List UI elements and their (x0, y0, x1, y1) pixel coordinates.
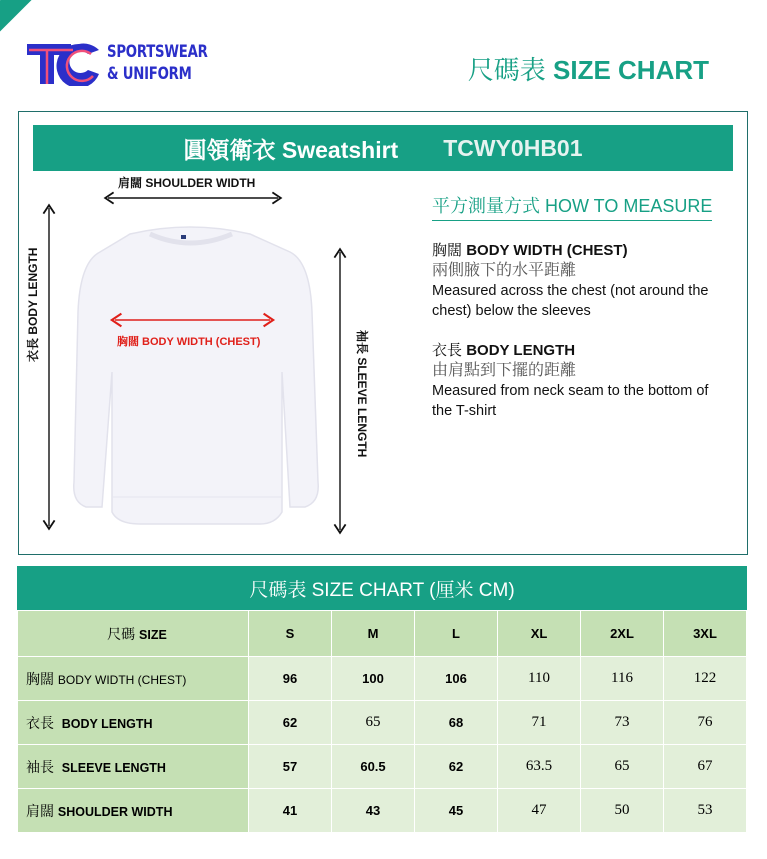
size-table (17, 566, 747, 833)
table-cell: 116 (581, 657, 664, 701)
body-length-label: 衣長 BODY LENGTH (26, 247, 40, 362)
how-to-measure (432, 192, 732, 421)
brand-line-2: & UNIFORM (107, 64, 192, 84)
table-cell: 67 (664, 745, 747, 789)
table-cell: 62 (415, 745, 498, 789)
product-code: TCWY0HB01 (443, 134, 583, 161)
measure-item-chest (432, 241, 732, 321)
table-cell: 45 (415, 789, 498, 833)
table-cell: 62 (249, 701, 332, 745)
chest-label: 胸闊 BODY WIDTH (CHEST) (117, 336, 261, 348)
size-xl: XL (498, 611, 581, 657)
sleeve-length-label: 袖長 SLEEVE LENGTH (355, 330, 369, 458)
table-cell: 50 (581, 789, 664, 833)
size-s: S (249, 611, 332, 657)
table-cell: 57 (249, 745, 332, 789)
title-zh: 尺碼表 (467, 55, 546, 85)
title-en: SIZE CHART (553, 55, 709, 85)
table-cell: 63.5 (498, 745, 581, 789)
table-cell: 43 (332, 789, 415, 833)
table-cell: 41 (249, 789, 332, 833)
page-title (468, 50, 709, 87)
chest-zh-desc: 兩側腋下的水平距離 (432, 262, 577, 279)
table-cell: 122 (664, 657, 747, 701)
length-desc: Measured from neck seam to the bottom of the T-shirt (432, 383, 709, 419)
size-3xl: 3XL (664, 611, 747, 657)
chest-en: BODY WIDTH (CHEST) (466, 242, 628, 259)
table-cell: 71 (498, 701, 581, 745)
size-l: L (415, 611, 498, 657)
table-cell: 106 (415, 657, 498, 701)
measure-item-length (432, 341, 732, 421)
length-en: BODY LENGTH (466, 342, 576, 359)
table-cell: 96 (249, 657, 332, 701)
sweatshirt-diagram (20, 172, 415, 552)
corner-decoration (0, 0, 55, 41)
table-cell: 47 (498, 789, 581, 833)
size-2xl: 2XL (581, 611, 664, 657)
table-cell: 53 (664, 789, 747, 833)
chest-zh: 胸闊 (432, 242, 463, 259)
length-zh: 衣長 (432, 342, 463, 359)
shoulder-width-label: 肩闊 SHOULDER WIDTH (118, 176, 256, 190)
tc-logo-icon (27, 40, 101, 86)
size-header-row (18, 611, 747, 657)
brand-line-1: SPORTSWEAR (107, 42, 208, 62)
table-row: 胸闊 BODY WIDTH (CHEST) 96 100 106 110 116 122 (18, 657, 747, 701)
product-name: 圓領衛衣 Sweatshirt (183, 136, 399, 163)
table-row: 袖長 SLEEVE LENGTH 57 60.5 62 63.5 65 67 (18, 745, 747, 789)
table-cell: 65 (581, 745, 664, 789)
size-header-label: 尺碼 SIZE (18, 611, 249, 657)
how-to-heading: 平方測量方式 HOW TO MEASURE (432, 192, 712, 221)
table-cell: 73 (581, 701, 664, 745)
chest-desc: Measured across the chest (not around the chest) below the sleeves (432, 283, 709, 319)
table-cell: 100 (332, 657, 415, 701)
table-cell: 110 (498, 657, 581, 701)
table-cell: 76 (664, 701, 747, 745)
table-row: 肩闊 SHOULDER WIDTH 41 43 45 47 50 53 (18, 789, 747, 833)
length-zh-desc: 由肩點到下擺的距離 (432, 362, 577, 379)
table-cell: 68 (415, 701, 498, 745)
table-cell: 65 (332, 701, 415, 745)
size-table-title: 尺碼表 SIZE CHART (厘米 CM) (17, 566, 747, 610)
table-row: 衣長 BODY LENGTH 62 65 68 71 73 76 (18, 701, 747, 745)
brand-logo (27, 40, 236, 86)
table-cell: 60.5 (332, 745, 415, 789)
size-m: M (332, 611, 415, 657)
product-header (33, 125, 733, 171)
